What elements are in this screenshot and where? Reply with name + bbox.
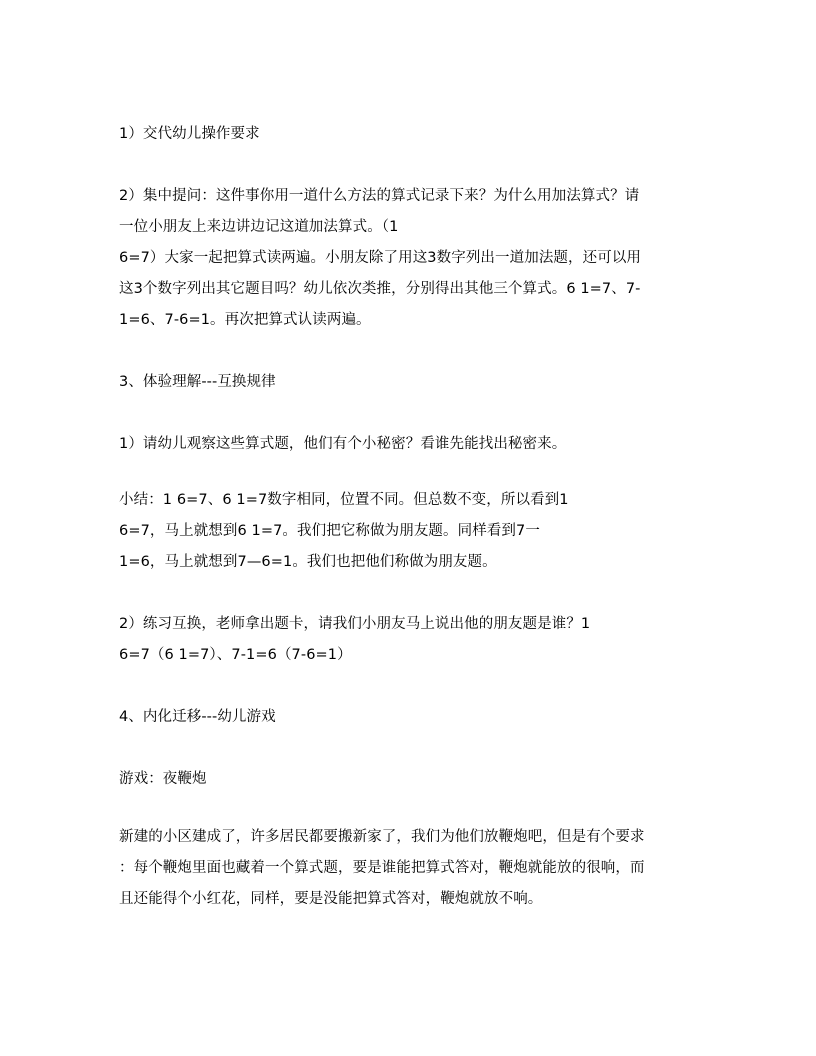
text-line: 6=7（6 1=7）、7-1=6（7-6=1）: [119, 647, 352, 663]
text-line: 且还能得个小红花，同样，要是没能把算式答对，鞭炮就放不响。: [119, 891, 543, 907]
text-line: ：每个鞭炮里面也藏着一个算式题，要是谁能把算式答对，鞭炮就能放的很响，而: [119, 860, 645, 876]
text-line: 1）交代幼儿操作要求: [119, 126, 260, 142]
text-line: 新建的小区建成了，许多居民都要搬新家了，我们为他们放鞭炮吧，但是有个要求: [119, 829, 645, 845]
text-line: 6=7，马上就想到6 1=7。我们把它称做为朋友题。同样看到7一: [119, 523, 540, 539]
text-line: 6=7）大家一起把算式读两遍。小朋友除了用这3数字列出一道加法题，还可以用: [119, 250, 642, 266]
section-heading: 4、内化迁移---幼儿游戏: [119, 709, 276, 725]
text-line: 2）练习互换，老师拿出题卡，请我们小朋友马上说出他的朋友题是谁？1: [119, 616, 591, 632]
text-line: 游戏：夜鞭炮: [119, 771, 207, 787]
text-line: 一位小朋友上来边讲边记这道加法算式。（1: [119, 219, 399, 235]
text-line: 小结：1 6=7、6 1=7数字相同，位置不同。但总数不变，所以看到1: [119, 492, 569, 508]
text-line: 这3个数字列出其它题目吗？幼儿依次类推，分别得出其他三个算式。6 1=7、7-: [119, 281, 641, 297]
text-line: 2）集中提问：这件事你用一道什么方法的算式记录下来？为什么用加法算式？请: [119, 188, 640, 204]
section-heading: 3、体验理解---互换规律: [119, 374, 276, 390]
text-line: 1）请幼儿观察这些算式题，他们有个小秘密？看谁先能找出秘密来。: [119, 436, 567, 452]
text-line: 1=6、7-6=1。再次把算式认读两遍。: [119, 312, 371, 328]
text-line: 1=6，马上就想到7—6=1。我们也把他们称做为朋友题。: [119, 554, 497, 570]
